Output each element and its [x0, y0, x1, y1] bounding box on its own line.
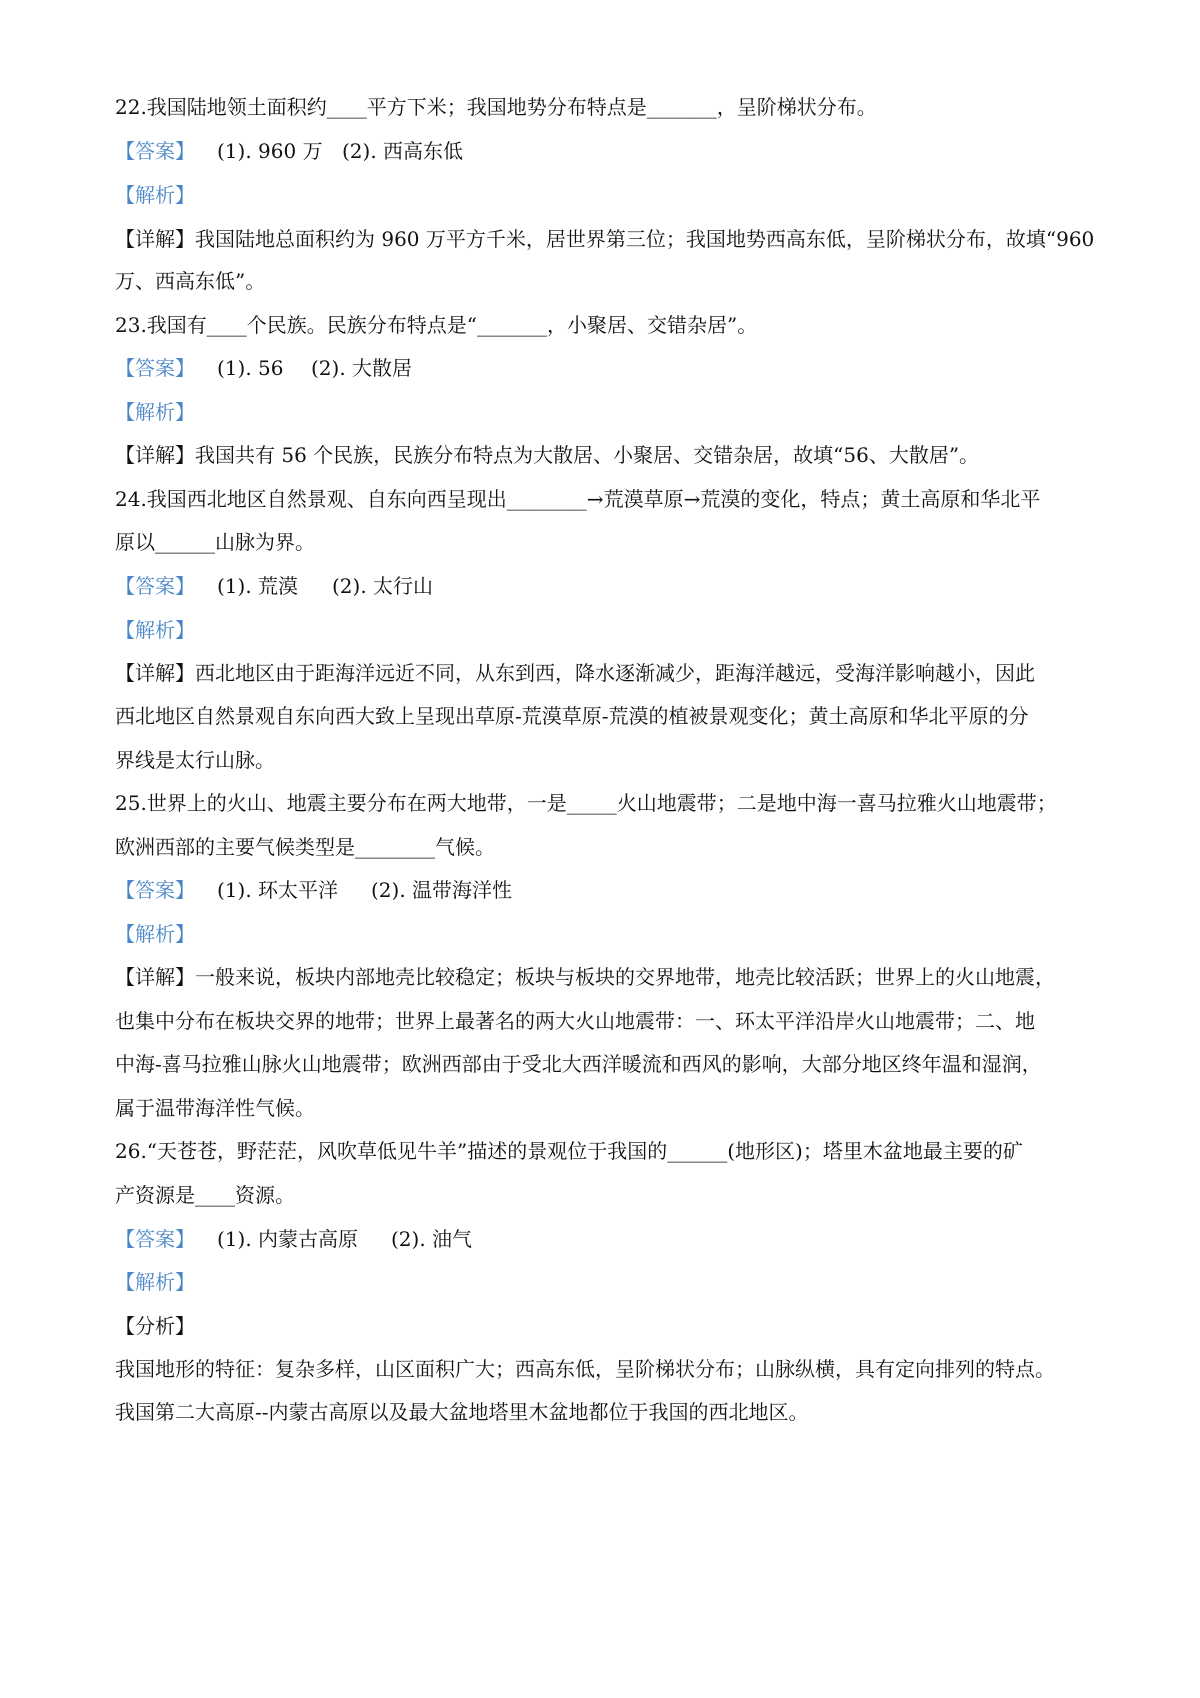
q24-detail-text-1: 西北地区由于距海洋远近不同，从东到西，降水逐渐减少，距海洋越远，受海洋影响越小，因此: [195, 661, 1035, 685]
q22-detail-line-1: [115, 225, 1094, 253]
q25-detail-text-1: 一般来说，板块内部地壳比较稳定；板块与板块的交界地带，地壳比较活跃；世界上的火山地震，: [195, 965, 1055, 989]
q25-question-line-2: 欧洲西部的主要气候类型是________气候。: [115, 835, 495, 859]
q23-detail-text-1: 我国共有 56 个民族，民族分布特点为大散居、小聚居、交错杂居，故填“56、大散居”。: [195, 443, 980, 467]
q25-detail-line-3: 中海-喜马拉雅山脉火山地震带；欧洲西部由于受北大西洋暖流和西风的影响，大部分地区终年温和湿润，: [115, 1052, 1042, 1076]
q24-detail-line-2: 西北地区自然景观自东向西大致上呈现出草原-荒漠草原-荒漠的植被景观变化；黄土高原和华北平原的分: [115, 704, 1029, 728]
q24-answer-2: (2). 太行山: [332, 574, 434, 598]
q26-fenxi-label: 【分析】: [115, 1314, 195, 1338]
q26-fenxi-line-1: 我国地形的特征：复杂多样，山区面积广大；西高东低，呈阶梯状分布；山脉纵横，具有定向排列的特点。: [115, 1357, 1055, 1381]
q25-answer-2: (2). 温带海洋性: [371, 878, 513, 902]
q25-answer-label: 【答案】: [115, 878, 195, 902]
q23-analysis-label: 【解析】: [115, 400, 195, 424]
q25-detail-label: 【详解】: [115, 965, 195, 989]
q23-detail-label: 【详解】: [115, 443, 195, 467]
q22-detail-line-2: 万、西高东低”。: [115, 269, 266, 293]
q23-answer-label: 【答案】: [115, 356, 195, 380]
q24-detail-line-1: [115, 659, 1035, 687]
q26-answer-1: (1). 内蒙古高原: [217, 1227, 359, 1251]
q26-fenxi-line-2: 我国第二大高原--内蒙古高原以及最大盆地塔里木盆地都位于我国的西北地区。: [115, 1400, 809, 1424]
q25-detail-line-1: [115, 963, 1055, 991]
q23-detail-line-1: [115, 441, 979, 469]
q22-question: 22.我国陆地领土面积约____平方下米；我国地势分布特点是_______，呈阶梯状分布。: [115, 95, 877, 119]
q23-question: 23.我国有____个民族。民族分布特点是“_______，小聚居、交错杂居”。: [115, 313, 758, 337]
q24-question-line-1: 24.我国西北地区自然景观、自东向西呈现出________→荒漠草原→荒漠的变化，特点；黄土高原和华北平: [115, 487, 1041, 511]
q26-answer-2: (2). 油气: [391, 1227, 473, 1251]
q24-question-line-2: 原以______山脉为界。: [115, 530, 315, 554]
q25-question-line-1: 25.世界上的火山、地震主要分布在两大地带，一是_____火山地震带；二是地中海一喜马拉雅火山地震带；: [115, 791, 1057, 815]
q26-question-line-1: 26.“天苍苍，野茫茫，风吹草低见牛羊”描述的景观位于我国的______(地形区)；塔里木盆地最主要的矿: [115, 1139, 1023, 1163]
q22-detail-label: 【详解】: [115, 227, 195, 251]
q25-detail-line-4: 属于温带海洋性气候。: [115, 1096, 315, 1120]
q24-analysis-label: 【解析】: [115, 618, 195, 642]
q24-detail-line-3: 界线是太行山脉。: [115, 748, 275, 772]
q26-analysis-label: 【解析】: [115, 1270, 195, 1294]
q22-analysis-label: 【解析】: [115, 183, 195, 207]
q22-answer-label: 【答案】: [115, 139, 195, 163]
q25-detail-line-2: 也集中分布在板块交界的地带；世界上最著名的两大火山地震带：一、环太平洋沿岸火山地震带；二、地: [115, 1009, 1035, 1033]
q25-analysis-label: 【解析】: [115, 922, 195, 946]
q22-detail-text-1: 我国陆地总面积约为 960 万平方千米，居世界第三位；我国地势西高东低，呈阶梯状分布，故填“960: [195, 227, 1095, 251]
q22-answer-1: (1). 960 万: [217, 139, 323, 163]
q23-answer-2: (2). 大散居: [311, 356, 413, 380]
q26-question-line-2: 产资源是____资源。: [115, 1183, 295, 1207]
q24-answer-label: 【答案】: [115, 574, 195, 598]
q25-answer-1: (1). 环太平洋: [217, 878, 339, 902]
q22-answer-2: (2). 西高东低: [342, 139, 464, 163]
q23-answer-1: (1). 56: [217, 356, 284, 380]
q26-answer-label: 【答案】: [115, 1227, 195, 1251]
q24-detail-label: 【详解】: [115, 661, 195, 685]
q24-answer-1: (1). 荒漠: [217, 574, 299, 598]
